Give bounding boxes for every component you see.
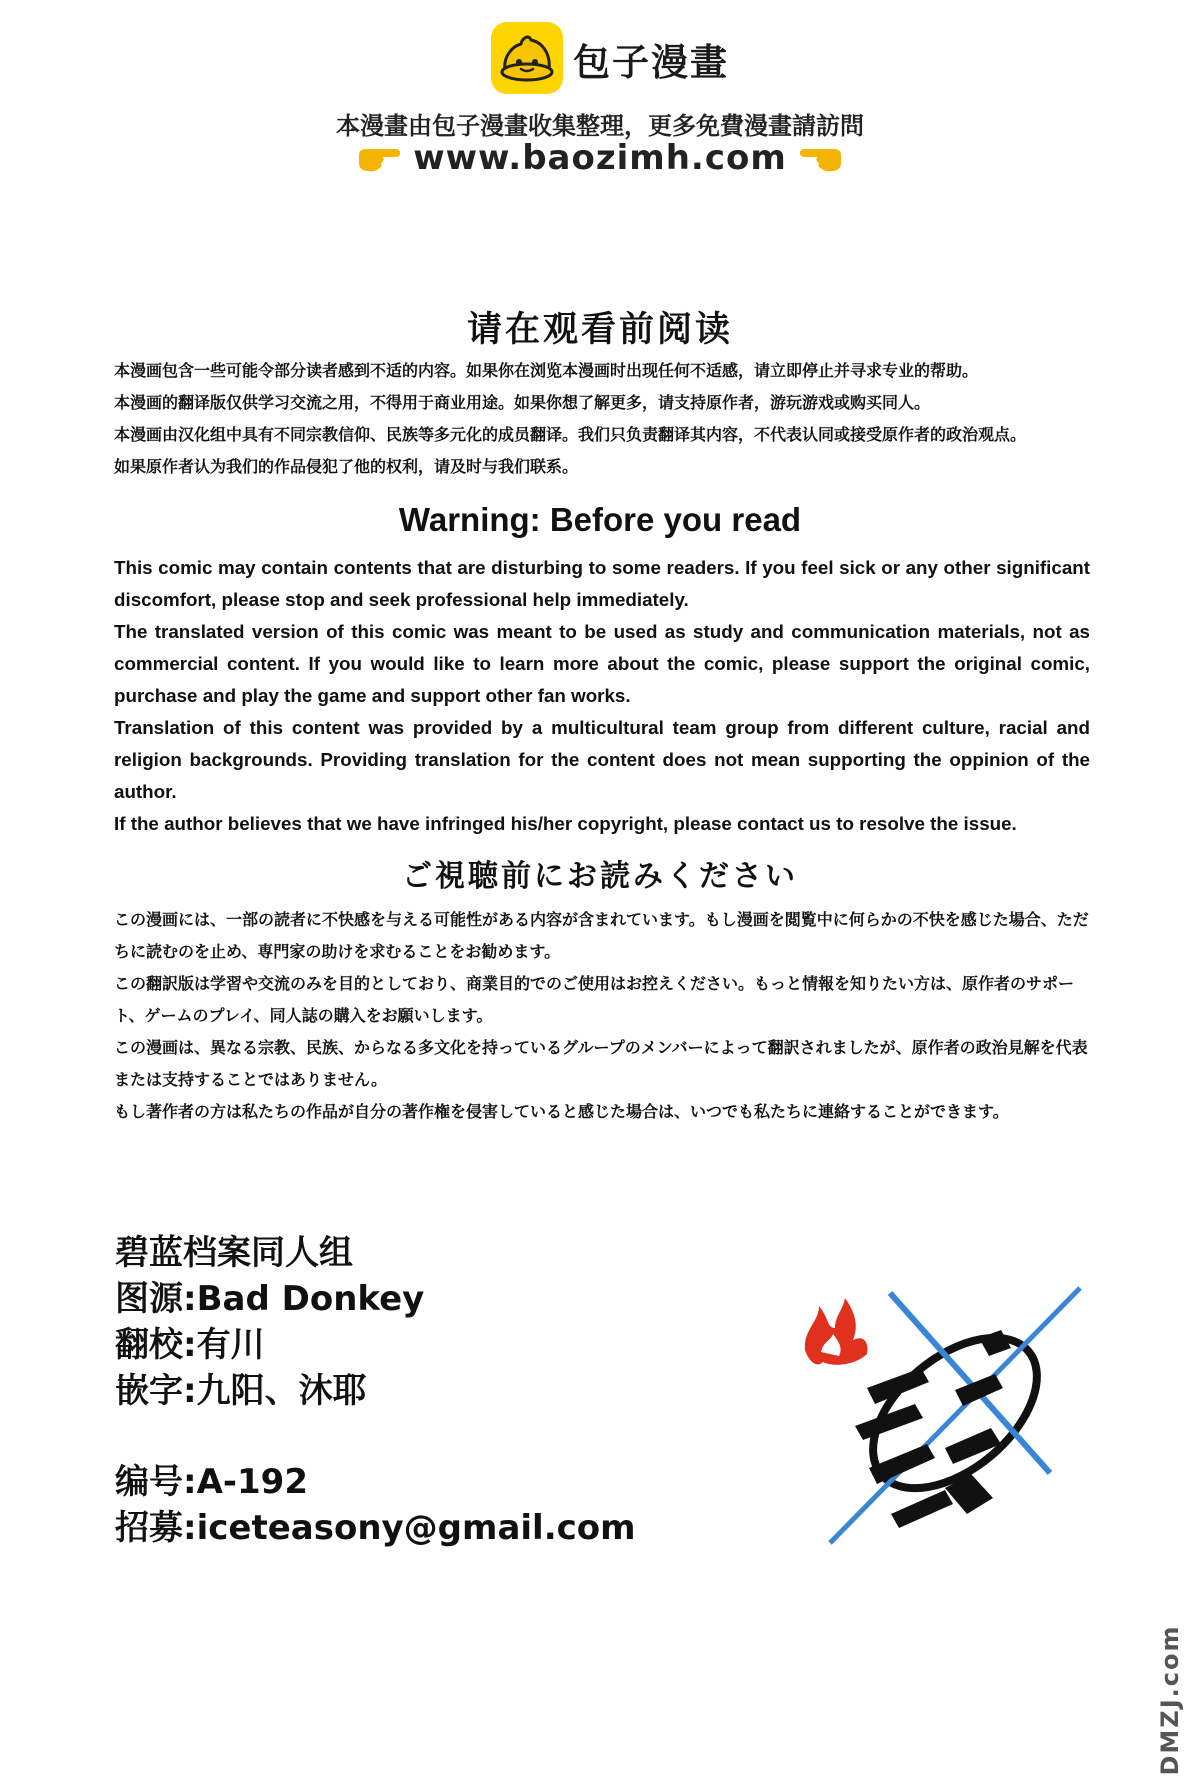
ja-paragraph: この翻訳版は学習や交流のみを目的としており、商業目的でのご使用はお控えください。もっと情報を知りたい方は、原作者のサポート、ゲームのプレイ、同人誌の購入をお願いします。 (114, 974, 1075, 1025)
zh-line: 本漫画的翻译版仅供学习交流之用，不得用于商业用途。如果你想了解更多，请支持原作者，游玩游戏或购买同人。 (114, 393, 931, 412)
credit-number: 编号:A-192 (115, 1462, 308, 1502)
en-paragraph: If the author believes that we have infringed his/her copyright, please contact us to resolve the issue. (114, 813, 1017, 834)
ja-paragraph: この漫画には、一部の読者に不快感を与える可能性がある内容が含まれています。もし漫画を閲覧中に何らかの不快を感じた場合、ただちに読むのを止め、専門家の助けを求むることをお勧めます。 (114, 910, 1089, 961)
baozi-logo-icon (491, 22, 563, 94)
en-paragraph: The translated version of this comic was meant to be used as study and communication materials, not as commercial content. If you would like to learn more about the comic, please support the original comic, purchase and play the game and support other fan works. (114, 621, 1090, 706)
en-paragraph: Translation of this content was provided by a multicultural team group from different culture, racial and religion backgrounds. Providing translation for the content does not mean supporting the oppinion of the author. (114, 717, 1090, 802)
credit-recruit-email: 招募:iceteasony@gmail.com (115, 1508, 636, 1548)
team-logo-icon (795, 1278, 1095, 1548)
zh-section-title: 请在观看前阅读 (466, 310, 733, 350)
en-section-title: Warning: Before you read (398, 501, 802, 538)
ja-section-body (114, 904, 1090, 1128)
group-name: 碧蓝档案同人组 (115, 1233, 353, 1273)
ja-section-title: ご視聴前にお読みください (402, 859, 798, 894)
ja-paragraph: この漫画は、異なる宗教、民族、からなる多文化を持っているグループのメンバーによって翻訳されましたが、原作者の政治見解を代表または支持することではありません。 (114, 1038, 1088, 1089)
credit-translation: 翻校:有川 (115, 1325, 265, 1365)
en-section-body (114, 552, 1090, 840)
dmzj-watermark (1150, 1622, 1190, 1777)
ja-paragraph: もし著作者の方は私たちの作品が自分の著作権を侵害していると感じた場合は、いつでも私たちに連絡することができます。 (114, 1102, 1009, 1121)
zh-section-body (114, 355, 1090, 483)
credit-typesetting: 嵌字:九阳、沐耶 (115, 1371, 367, 1411)
header-note: 本漫畫由包子漫畫收集整理，更多免費漫畫請訪問 (336, 112, 864, 140)
credits-block (115, 1230, 735, 1551)
watermark-text: DMZJ.com (1156, 1624, 1184, 1775)
pointing-right-hand-icon (357, 143, 401, 173)
credit-source: 图源:Bad Donkey (115, 1279, 425, 1319)
en-paragraph: This comic may contain contents that are disturbing to some readers. If you feel sick or any other significant discomfort, please stop and seek professional help immediately. (114, 557, 1090, 610)
zh-line: 如果原作者认为我们的作品侵犯了他的权利，请及时与我们联系。 (114, 457, 579, 476)
site-url-link[interactable]: www.baozimh.com (413, 138, 787, 178)
brand-name: 包子漫畫 (573, 41, 729, 84)
pointing-left-hand-icon (799, 143, 843, 173)
url-row (0, 138, 1200, 178)
zh-line: 本漫画包含一些可能令部分读者感到不适的内容。如果你在浏览本漫画时出现任何不适感，请立即停止并寻求专业的帮助。 (114, 361, 979, 380)
zh-line: 本漫画由汉化组中具有不同宗教信仰、民族等多元化的成员翻译。我们只负责翻译其内容，不代表认同或接受原作者的政治观点。 (114, 425, 1027, 444)
